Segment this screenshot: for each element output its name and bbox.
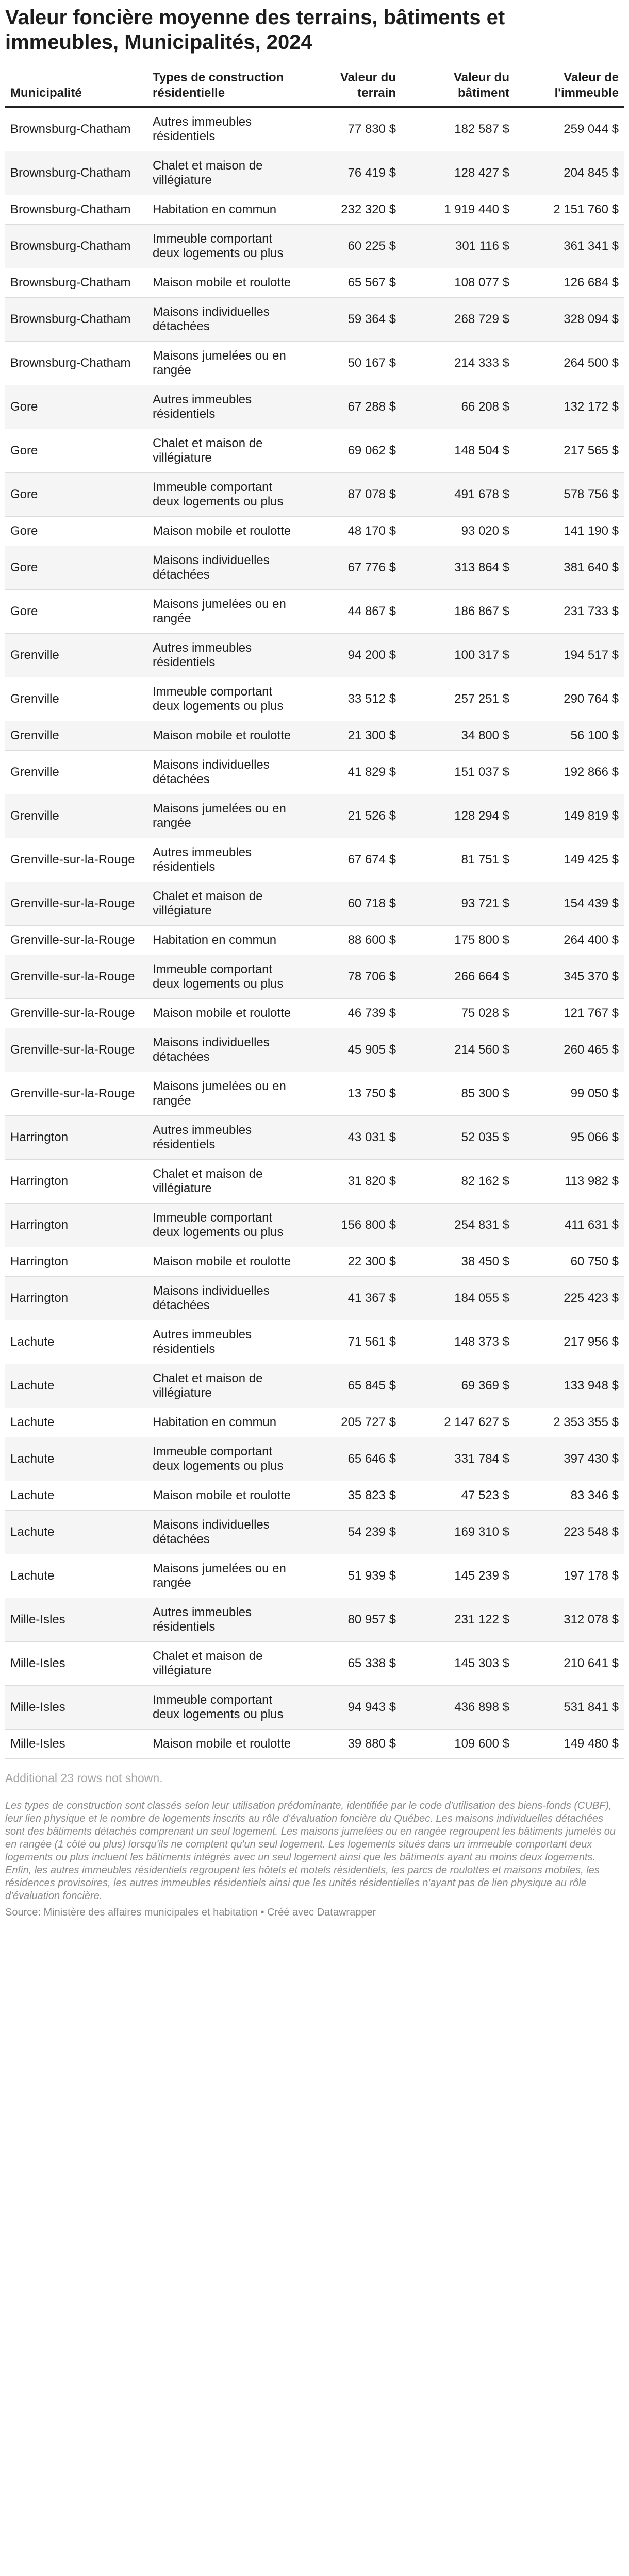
cell-valeur-batiment: 214 333 $ — [401, 342, 515, 385]
chart-notes: Les types de construction sont classés selon leur utilisation prédominante, identifiée par le code d'utilisation des biens-fonds (CUBF), leur lien physique et le nombre de logements inscrits au rôle d'évaluation foncière du Québec. Les maisons individuelles détachées sont des bâtiments détachés comprenant un seul logement. Les maisons jumelées ou en rangée regroupent les bâtiments jumelés ou en rangée (1 côté ou plus) lorsqu'ils ne comptent qu'un seul logement. Les logements situés dans un immeuble comportant deux logements ou plus incluent les bâtiments intégrés avec un seul logement ainsi que les bâtiments ayant au moins deux logements. Enfin, les autres immeubles résidentiels regroupent les hôtels et motels résidentiels, les parcs de roulottes et maisons mobiles, les résidences provisoires, les autres immeubles résidentiels ainsi que les unités résidentielles n'ayant pas de lien physique au rôle d'évaluation foncière. — [5, 1800, 616, 1902]
cell-valeur-batiment: 81 751 $ — [401, 838, 515, 882]
cell-municipalite: Lachute — [5, 1511, 147, 1554]
column-header-municipalite[interactable]: Municipalité — [5, 68, 147, 107]
table-row — [5, 1511, 624, 1554]
cell-municipalite: Brownsburg-Chatham — [5, 268, 147, 298]
table-row — [5, 1437, 624, 1481]
cell-valeur-immeuble: 260 465 $ — [515, 1028, 624, 1072]
cell-valeur-batiment: 66 208 $ — [401, 385, 515, 429]
cell-valeur-immeuble: 192 866 $ — [515, 751, 624, 794]
cell-valeur-immeuble: 259 044 $ — [515, 107, 624, 151]
cell-valeur-immeuble: 411 631 $ — [515, 1204, 624, 1247]
cell-type: Maison mobile et roulotte — [147, 1730, 298, 1759]
table-row — [5, 751, 624, 794]
cell-valeur-immeuble: 141 190 $ — [515, 517, 624, 546]
cell-valeur-immeuble: 133 948 $ — [515, 1364, 624, 1408]
cell-type: Maisons jumelées ou en rangée — [147, 1554, 298, 1598]
table-row — [5, 1686, 624, 1730]
cell-valeur-batiment: 85 300 $ — [401, 1072, 515, 1116]
cell-valeur-terrain: 94 200 $ — [298, 634, 401, 677]
cell-valeur-terrain: 94 943 $ — [298, 1686, 401, 1730]
cell-type: Immeuble comportant deux logements ou plus — [147, 473, 298, 517]
chart-source: Source: Ministère des affaires municipales et habitation • Créé avec Datawrapper — [5, 1907, 376, 1918]
cell-municipalite: Gore — [5, 473, 147, 517]
cell-valeur-terrain: 65 567 $ — [298, 268, 401, 298]
table-row — [5, 1730, 624, 1759]
column-header-type[interactable]: Types de construction résidentielle — [147, 68, 298, 107]
table-row — [5, 1364, 624, 1408]
cell-valeur-batiment: 301 116 $ — [401, 225, 515, 268]
table-row — [5, 1554, 624, 1598]
table-row — [5, 1204, 624, 1247]
cell-type: Autres immeubles résidentiels — [147, 838, 298, 882]
cell-municipalite: Gore — [5, 590, 147, 634]
cell-municipalite: Brownsburg-Chatham — [5, 225, 147, 268]
table-row — [5, 385, 624, 429]
table-row — [5, 1247, 624, 1277]
cell-valeur-immeuble: 99 050 $ — [515, 1072, 624, 1116]
cell-municipalite: Lachute — [5, 1437, 147, 1481]
cell-type: Autres immeubles résidentiels — [147, 385, 298, 429]
cell-valeur-immeuble: 578 756 $ — [515, 473, 624, 517]
cell-valeur-terrain: 13 750 $ — [298, 1072, 401, 1116]
cell-type: Maison mobile et roulotte — [147, 517, 298, 546]
more-rows-note: Additional 23 rows not shown. — [5, 1771, 163, 1785]
table-row — [5, 634, 624, 677]
cell-municipalite: Grenville — [5, 794, 147, 838]
cell-valeur-batiment: 108 077 $ — [401, 268, 515, 298]
cell-type: Autres immeubles résidentiels — [147, 1598, 298, 1642]
chart-title: Valeur foncière moyenne des terrains, bâtiments et immeubles, Municipalités, 2024 — [5, 6, 505, 54]
cell-municipalite: Grenville — [5, 751, 147, 794]
table-row — [5, 1320, 624, 1364]
cell-type: Immeuble comportant deux logements ou plus — [147, 1686, 298, 1730]
cell-municipalite: Brownsburg-Chatham — [5, 195, 147, 225]
cell-valeur-batiment: 93 020 $ — [401, 517, 515, 546]
cell-type: Maisons individuelles détachées — [147, 298, 298, 342]
cell-valeur-immeuble: 95 066 $ — [515, 1116, 624, 1160]
cell-type: Chalet et maison de villégiature — [147, 1642, 298, 1686]
cell-type: Chalet et maison de villégiature — [147, 882, 298, 926]
table-row — [5, 1642, 624, 1686]
cell-type: Chalet et maison de villégiature — [147, 429, 298, 473]
cell-type: Maison mobile et roulotte — [147, 268, 298, 298]
cell-valeur-batiment: 151 037 $ — [401, 751, 515, 794]
cell-valeur-immeuble: 149 480 $ — [515, 1730, 624, 1759]
column-header-valeur-immeuble[interactable]: Valeur de l'immeuble — [515, 68, 624, 107]
cell-type: Maison mobile et roulotte — [147, 1247, 298, 1277]
cell-type: Maisons individuelles détachées — [147, 1511, 298, 1554]
cell-valeur-immeuble: 223 548 $ — [515, 1511, 624, 1554]
cell-valeur-batiment: 268 729 $ — [401, 298, 515, 342]
cell-type: Maisons jumelées ou en rangée — [147, 342, 298, 385]
cell-municipalite: Lachute — [5, 1408, 147, 1437]
cell-municipalite: Grenville-sur-la-Rouge — [5, 955, 147, 999]
cell-valeur-terrain: 41 367 $ — [298, 1277, 401, 1320]
cell-type: Habitation en commun — [147, 1408, 298, 1437]
table-row — [5, 882, 624, 926]
table-row — [5, 429, 624, 473]
cell-municipalite: Brownsburg-Chatham — [5, 342, 147, 385]
cell-type: Autres immeubles résidentiels — [147, 107, 298, 151]
cell-municipalite: Mille-Isles — [5, 1598, 147, 1642]
table-row — [5, 721, 624, 751]
cell-municipalite: Lachute — [5, 1554, 147, 1598]
cell-valeur-batiment: 186 867 $ — [401, 590, 515, 634]
cell-valeur-batiment: 148 504 $ — [401, 429, 515, 473]
cell-type: Chalet et maison de villégiature — [147, 151, 298, 195]
data-table — [5, 68, 624, 1759]
cell-municipalite: Grenville — [5, 677, 147, 721]
cell-valeur-terrain: 67 674 $ — [298, 838, 401, 882]
table-row — [5, 1028, 624, 1072]
cell-type: Habitation en commun — [147, 195, 298, 225]
cell-type: Habitation en commun — [147, 926, 298, 955]
table-row — [5, 590, 624, 634]
cell-valeur-immeuble: 225 423 $ — [515, 1277, 624, 1320]
cell-municipalite: Lachute — [5, 1481, 147, 1511]
cell-municipalite: Harrington — [5, 1247, 147, 1277]
cell-type: Maison mobile et roulotte — [147, 1481, 298, 1511]
cell-municipalite: Mille-Isles — [5, 1730, 147, 1759]
cell-valeur-batiment: 184 055 $ — [401, 1277, 515, 1320]
cell-valeur-immeuble: 2 353 355 $ — [515, 1408, 624, 1437]
table-row — [5, 999, 624, 1028]
cell-valeur-immeuble: 149 819 $ — [515, 794, 624, 838]
cell-valeur-terrain: 48 170 $ — [298, 517, 401, 546]
cell-valeur-batiment: 231 122 $ — [401, 1598, 515, 1642]
cell-municipalite: Brownsburg-Chatham — [5, 107, 147, 151]
cell-municipalite: Mille-Isles — [5, 1642, 147, 1686]
cell-valeur-immeuble: 264 500 $ — [515, 342, 624, 385]
cell-valeur-terrain: 87 078 $ — [298, 473, 401, 517]
cell-type: Immeuble comportant deux logements ou plus — [147, 1437, 298, 1481]
cell-type: Autres immeubles résidentiels — [147, 1116, 298, 1160]
table-row — [5, 794, 624, 838]
cell-valeur-batiment: 169 310 $ — [401, 1511, 515, 1554]
cell-municipalite: Grenville — [5, 634, 147, 677]
cell-municipalite: Grenville-sur-la-Rouge — [5, 838, 147, 882]
cell-valeur-terrain: 205 727 $ — [298, 1408, 401, 1437]
cell-valeur-terrain: 39 880 $ — [298, 1730, 401, 1759]
cell-valeur-batiment: 93 721 $ — [401, 882, 515, 926]
cell-valeur-batiment: 52 035 $ — [401, 1116, 515, 1160]
table-row — [5, 677, 624, 721]
cell-valeur-terrain: 232 320 $ — [298, 195, 401, 225]
cell-type: Chalet et maison de villégiature — [147, 1160, 298, 1204]
table-row — [5, 268, 624, 298]
cell-valeur-terrain: 69 062 $ — [298, 429, 401, 473]
cell-valeur-batiment: 148 373 $ — [401, 1320, 515, 1364]
cell-valeur-terrain: 65 338 $ — [298, 1642, 401, 1686]
cell-valeur-batiment: 491 678 $ — [401, 473, 515, 517]
cell-type: Autres immeubles résidentiels — [147, 634, 298, 677]
cell-municipalite: Gore — [5, 429, 147, 473]
table-row — [5, 1408, 624, 1437]
cell-valeur-batiment: 257 251 $ — [401, 677, 515, 721]
cell-valeur-batiment: 128 294 $ — [401, 794, 515, 838]
cell-valeur-batiment: 69 369 $ — [401, 1364, 515, 1408]
cell-valeur-batiment: 100 317 $ — [401, 634, 515, 677]
cell-municipalite: Harrington — [5, 1204, 147, 1247]
table-row — [5, 298, 624, 342]
cell-municipalite: Lachute — [5, 1364, 147, 1408]
cell-type: Maisons jumelées ou en rangée — [147, 794, 298, 838]
cell-valeur-terrain: 88 600 $ — [298, 926, 401, 955]
cell-valeur-terrain: 67 288 $ — [298, 385, 401, 429]
cell-valeur-batiment: 38 450 $ — [401, 1247, 515, 1277]
cell-municipalite: Lachute — [5, 1320, 147, 1364]
table-row — [5, 546, 624, 590]
cell-type: Immeuble comportant deux logements ou plus — [147, 225, 298, 268]
cell-municipalite: Grenville-sur-la-Rouge — [5, 1072, 147, 1116]
cell-municipalite: Gore — [5, 385, 147, 429]
cell-valeur-immeuble: 217 565 $ — [515, 429, 624, 473]
cell-valeur-batiment: 313 864 $ — [401, 546, 515, 590]
cell-valeur-terrain: 22 300 $ — [298, 1247, 401, 1277]
cell-type: Maisons individuelles détachées — [147, 1277, 298, 1320]
cell-valeur-immeuble: 197 178 $ — [515, 1554, 624, 1598]
cell-valeur-batiment: 82 162 $ — [401, 1160, 515, 1204]
cell-valeur-batiment: 182 587 $ — [401, 107, 515, 151]
cell-municipalite: Brownsburg-Chatham — [5, 298, 147, 342]
table-body — [5, 107, 624, 1759]
cell-type: Maisons individuelles détachées — [147, 1028, 298, 1072]
cell-valeur-batiment: 2 147 627 $ — [401, 1408, 515, 1437]
cell-municipalite: Brownsburg-Chatham — [5, 151, 147, 195]
cell-valeur-terrain: 33 512 $ — [298, 677, 401, 721]
table-row — [5, 1160, 624, 1204]
table-row — [5, 838, 624, 882]
table-row — [5, 1116, 624, 1160]
cell-valeur-immeuble: 204 845 $ — [515, 151, 624, 195]
cell-valeur-terrain: 51 939 $ — [298, 1554, 401, 1598]
cell-valeur-terrain: 31 820 $ — [298, 1160, 401, 1204]
cell-valeur-terrain: 65 845 $ — [298, 1364, 401, 1408]
cell-valeur-batiment: 145 239 $ — [401, 1554, 515, 1598]
table-row — [5, 1598, 624, 1642]
cell-municipalite: Mille-Isles — [5, 1686, 147, 1730]
cell-valeur-immeuble: 312 078 $ — [515, 1598, 624, 1642]
cell-valeur-immeuble: 126 684 $ — [515, 268, 624, 298]
cell-municipalite: Harrington — [5, 1277, 147, 1320]
table-row — [5, 195, 624, 225]
cell-type: Autres immeubles résidentiels — [147, 1320, 298, 1364]
cell-valeur-terrain: 50 167 $ — [298, 342, 401, 385]
cell-valeur-immeuble: 397 430 $ — [515, 1437, 624, 1481]
cell-municipalite: Grenville-sur-la-Rouge — [5, 882, 147, 926]
cell-valeur-batiment: 34 800 $ — [401, 721, 515, 751]
table-row — [5, 517, 624, 546]
cell-municipalite: Grenville-sur-la-Rouge — [5, 999, 147, 1028]
cell-valeur-immeuble: 345 370 $ — [515, 955, 624, 999]
cell-valeur-batiment: 254 831 $ — [401, 1204, 515, 1247]
table-row — [5, 955, 624, 999]
cell-valeur-immeuble: 290 764 $ — [515, 677, 624, 721]
table-row — [5, 473, 624, 517]
cell-valeur-batiment: 128 427 $ — [401, 151, 515, 195]
cell-valeur-immeuble: 56 100 $ — [515, 721, 624, 751]
cell-valeur-terrain: 78 706 $ — [298, 955, 401, 999]
table-row — [5, 225, 624, 268]
cell-valeur-terrain: 77 830 $ — [298, 107, 401, 151]
cell-valeur-terrain: 60 225 $ — [298, 225, 401, 268]
cell-valeur-batiment: 436 898 $ — [401, 1686, 515, 1730]
cell-valeur-batiment: 75 028 $ — [401, 999, 515, 1028]
table-row — [5, 151, 624, 195]
cell-valeur-terrain: 21 300 $ — [298, 721, 401, 751]
cell-valeur-immeuble: 231 733 $ — [515, 590, 624, 634]
cell-valeur-immeuble: 328 094 $ — [515, 298, 624, 342]
cell-valeur-immeuble: 217 956 $ — [515, 1320, 624, 1364]
table-row — [5, 342, 624, 385]
cell-valeur-batiment: 109 600 $ — [401, 1730, 515, 1759]
cell-type: Immeuble comportant deux logements ou plus — [147, 1204, 298, 1247]
cell-valeur-batiment: 175 800 $ — [401, 926, 515, 955]
cell-municipalite: Gore — [5, 546, 147, 590]
table-row — [5, 926, 624, 955]
cell-valeur-immeuble: 194 517 $ — [515, 634, 624, 677]
cell-valeur-immeuble: 381 640 $ — [515, 546, 624, 590]
cell-valeur-terrain: 65 646 $ — [298, 1437, 401, 1481]
cell-type: Maisons individuelles détachées — [147, 546, 298, 590]
column-header-valeur-terrain[interactable]: Valeur du terrain — [298, 68, 401, 107]
cell-type: Maisons individuelles détachées — [147, 751, 298, 794]
cell-valeur-batiment: 266 664 $ — [401, 955, 515, 999]
cell-valeur-terrain: 60 718 $ — [298, 882, 401, 926]
cell-valeur-immeuble: 361 341 $ — [515, 225, 624, 268]
cell-valeur-immeuble: 531 841 $ — [515, 1686, 624, 1730]
column-header-valeur-batiment[interactable]: Valeur du bâtiment — [401, 68, 515, 107]
cell-valeur-immeuble: 83 346 $ — [515, 1481, 624, 1511]
cell-municipalite: Grenville — [5, 721, 147, 751]
cell-valeur-immeuble: 210 641 $ — [515, 1642, 624, 1686]
cell-valeur-batiment: 214 560 $ — [401, 1028, 515, 1072]
cell-valeur-terrain: 54 239 $ — [298, 1511, 401, 1554]
cell-valeur-terrain: 43 031 $ — [298, 1116, 401, 1160]
cell-valeur-batiment: 47 523 $ — [401, 1481, 515, 1511]
cell-type: Chalet et maison de villégiature — [147, 1364, 298, 1408]
table-row — [5, 1277, 624, 1320]
table-row — [5, 1481, 624, 1511]
cell-valeur-immeuble: 264 400 $ — [515, 926, 624, 955]
cell-valeur-terrain: 59 364 $ — [298, 298, 401, 342]
cell-municipalite: Grenville-sur-la-Rouge — [5, 926, 147, 955]
cell-valeur-terrain: 35 823 $ — [298, 1481, 401, 1511]
cell-valeur-immeuble: 121 767 $ — [515, 999, 624, 1028]
cell-valeur-terrain: 45 905 $ — [298, 1028, 401, 1072]
cell-municipalite: Harrington — [5, 1116, 147, 1160]
cell-valeur-terrain: 21 526 $ — [298, 794, 401, 838]
cell-valeur-immeuble: 154 439 $ — [515, 882, 624, 926]
cell-valeur-immeuble: 60 750 $ — [515, 1247, 624, 1277]
cell-municipalite: Harrington — [5, 1160, 147, 1204]
cell-type: Immeuble comportant deux logements ou plus — [147, 955, 298, 999]
cell-type: Maison mobile et roulotte — [147, 999, 298, 1028]
cell-type: Maison mobile et roulotte — [147, 721, 298, 751]
table-row — [5, 1072, 624, 1116]
cell-valeur-immeuble: 132 172 $ — [515, 385, 624, 429]
cell-valeur-immeuble: 149 425 $ — [515, 838, 624, 882]
cell-valeur-terrain: 156 800 $ — [298, 1204, 401, 1247]
cell-valeur-batiment: 1 919 440 $ — [401, 195, 515, 225]
cell-municipalite: Gore — [5, 517, 147, 546]
cell-valeur-batiment: 331 784 $ — [401, 1437, 515, 1481]
cell-valeur-terrain: 76 419 $ — [298, 151, 401, 195]
cell-valeur-terrain: 71 561 $ — [298, 1320, 401, 1364]
cell-valeur-immeuble: 113 982 $ — [515, 1160, 624, 1204]
table-header-row — [5, 68, 624, 107]
cell-valeur-batiment: 145 303 $ — [401, 1642, 515, 1686]
cell-type: Maisons jumelées ou en rangée — [147, 590, 298, 634]
cell-municipalite: Grenville-sur-la-Rouge — [5, 1028, 147, 1072]
cell-valeur-terrain: 44 867 $ — [298, 590, 401, 634]
cell-valeur-terrain: 67 776 $ — [298, 546, 401, 590]
cell-valeur-terrain: 41 829 $ — [298, 751, 401, 794]
cell-type: Immeuble comportant deux logements ou plus — [147, 677, 298, 721]
cell-valeur-immeuble: 2 151 760 $ — [515, 195, 624, 225]
cell-valeur-terrain: 46 739 $ — [298, 999, 401, 1028]
cell-valeur-terrain: 80 957 $ — [298, 1598, 401, 1642]
cell-type: Maisons jumelées ou en rangée — [147, 1072, 298, 1116]
table-row — [5, 107, 624, 151]
